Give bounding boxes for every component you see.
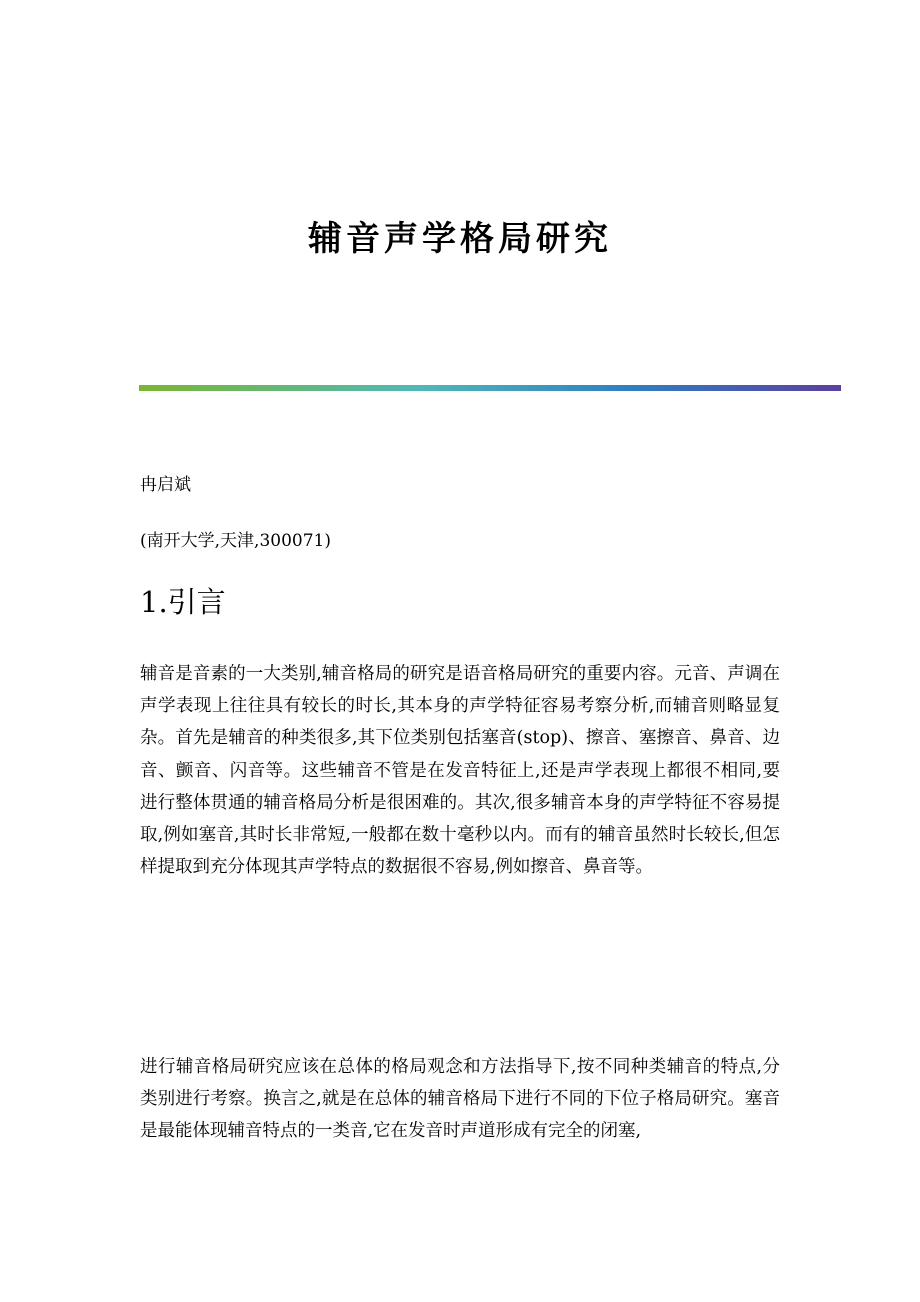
author-name: 冉启斌 [140, 475, 191, 495]
body-paragraph: 辅音是音素的一大类别,辅音格局的研究是语音格局研究的重要内容。元音、声调在声学表现上往往具有较长的时长,其本身的声学特征容易考察分析,而辅音则略显复杂。首先是辅音的种类很多,其下位类别包括塞音(stop)、擦音、塞擦音、鼻音、边音、颤音、闪音等。这些辅音不管是在发音特征上,还是声学表现上都很不相同,要进行整体贯通的辅音格局分析是很困难的。其次,很多辅音本身的声学特征不容易提取,例如塞音,其时长非常短,一般都在数十毫秒以内。而有的辅音虽然时长较长,但怎样提取到充分体现其声学特点的数据很不容易,例如擦音、鼻音等。 [140, 664, 780, 878]
author-affiliation: (南开大学,天津,300071) [140, 531, 331, 551]
body-paragraph: 进行辅音格局研究应该在总体的格局观念和方法指导下,按不同种类辅音的特点,分类别进行考察。换言之,就是在总体的辅音格局下进行不同的下位子格局研究。塞音是最能体现辅音特点的一类音,它在发音时声道形成有完全的闭塞, [140, 1057, 780, 1142]
document-title: 辅音声学格局研究 [308, 219, 612, 259]
section-heading: 1.引言 [140, 585, 226, 619]
gradient-divider [139, 385, 841, 391]
